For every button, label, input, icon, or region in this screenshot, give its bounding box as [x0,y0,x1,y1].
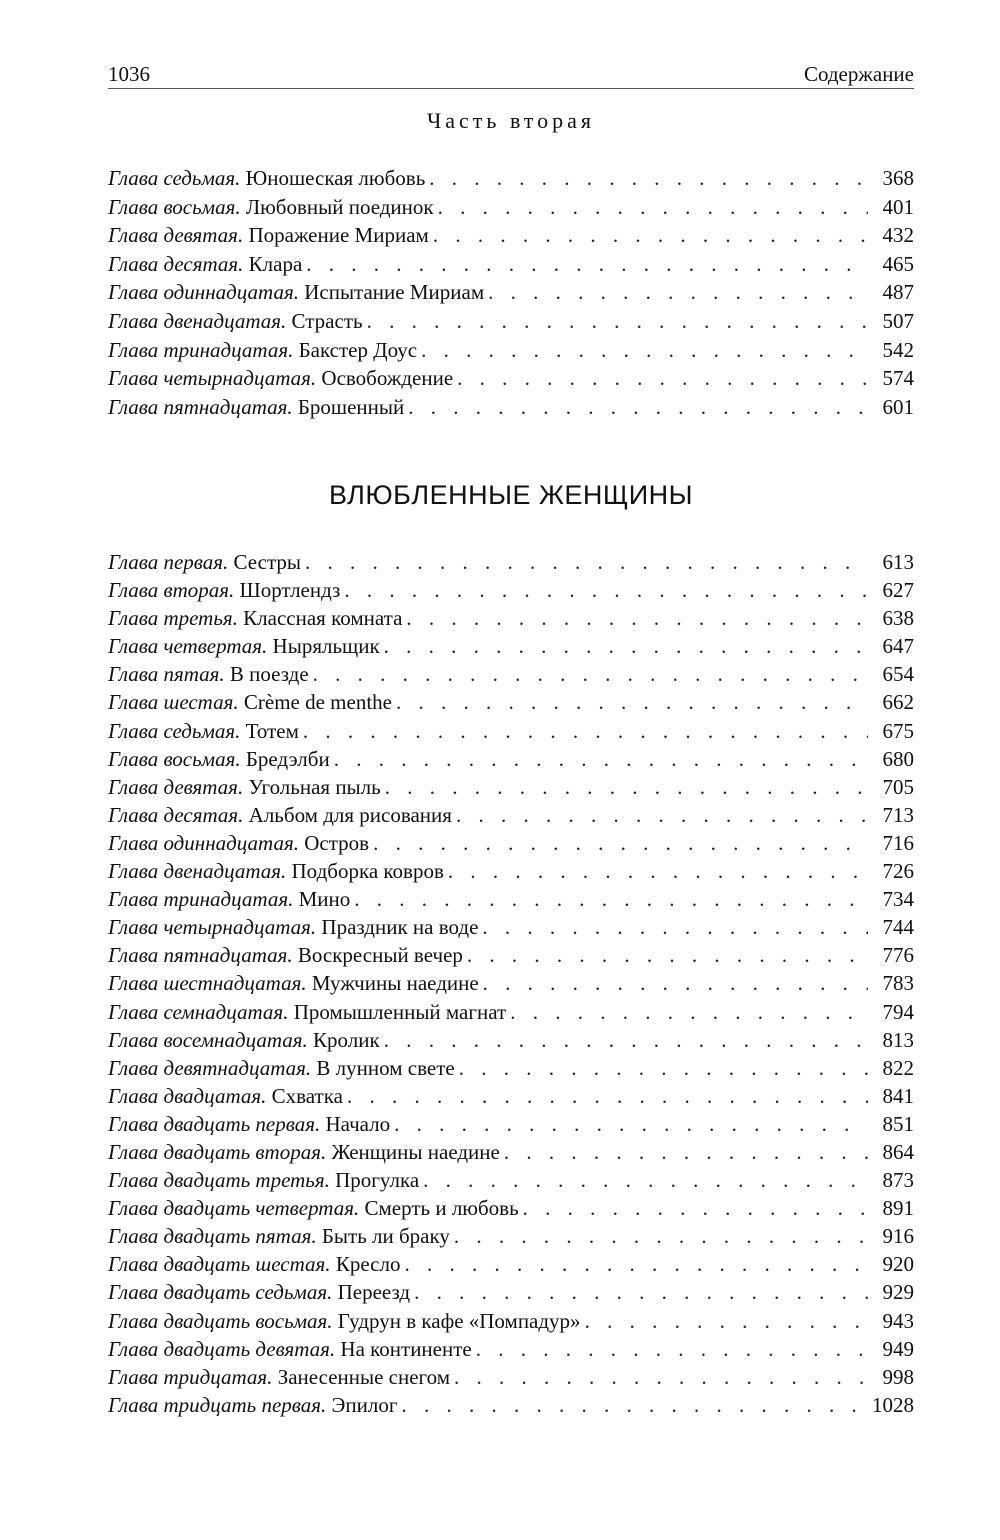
toc-entry [108,943,914,971]
chapter-label: Глава четвертая. [108,634,268,659]
chapter-title: Поражение Мириам [248,223,429,248]
toc-entry [108,1112,914,1140]
toc-entry [108,662,914,690]
dot-leader [467,943,868,968]
dot-leader [344,578,868,603]
toc-entry [108,1000,914,1028]
dot-leader [421,338,868,363]
toc-entry [108,366,914,395]
dot-leader [404,1252,868,1277]
dot-leader [396,690,868,715]
chapter-title: Кресло [335,1252,401,1277]
chapter-title: В лунном свете [316,1055,455,1080]
toc-entry [108,1084,914,1112]
toc-entry [108,578,914,606]
part-two-heading: Часть вторая [426,108,596,133]
chapter-page-number: 487 [882,280,914,305]
chapter-title: Тотем [245,718,299,743]
toc-entry [108,1252,914,1280]
toc-entry [108,1224,914,1252]
chapter-page-number: 401 [882,194,914,219]
dot-leader [401,1393,866,1418]
chapter-title: Воскресный вечер [297,943,463,968]
toc-entry [108,1056,914,1084]
chapter-label: Глава семнадцатая. [108,999,289,1024]
dot-leader [305,550,868,575]
chapter-title: Кролик [313,1027,380,1052]
chapter-page-number: 432 [882,223,914,248]
dot-leader [373,831,868,856]
chapter-page-number: 542 [882,337,914,362]
chapter-title: Занесенные снегом [277,1364,451,1389]
chapter-label: Глава вторая. [108,578,235,603]
toc-entry [108,1393,914,1421]
chapter-title: Мужчины наедине [311,971,479,996]
chapter-label: Глава тридцатая. [108,1364,273,1389]
toc-entry [108,338,914,367]
chapter-title: Начало [325,1111,391,1136]
toc-entry [108,1365,914,1393]
chapter-title: Классная комната [243,606,403,631]
chapter-label: Глава двадцать восьмая. [108,1308,333,1333]
chapter-label: Глава шестая. [108,690,239,715]
header-rule [108,88,914,89]
chapter-page-number: 465 [882,251,914,276]
toc-entry [108,915,914,943]
dot-leader [483,971,868,996]
dot-leader [384,1028,868,1053]
chapter-title: Женщины наедине [331,1139,500,1164]
page-number: 1036 [108,62,150,86]
chapter-title: Праздник на воде [321,915,479,940]
chapter-title: Эпилог [331,1392,398,1417]
toc-entry [108,1168,914,1196]
chapter-label: Глава третья. [108,606,238,631]
chapter-page-number: 638 [882,606,914,631]
toc-entry [108,887,914,915]
toc-entry [108,719,914,747]
chapter-title: Бакстер Доус [298,337,418,362]
chapter-page-number: 744 [882,915,914,940]
chapter-label: Глава четырнадцатая. [108,915,317,940]
toc-entry [108,634,914,662]
chapter-label: Глава двадцать шестая. [108,1252,331,1277]
chapter-page-number: 822 [882,1055,914,1080]
toc-entry [108,606,914,634]
dot-leader [523,1196,868,1221]
chapter-title: Сестры [233,550,302,574]
dot-leader [385,775,868,800]
chapter-title: Бредэлби [245,746,330,771]
chapter-title: Подборка ковров [291,859,444,884]
chapter-title: Переезд [337,1280,411,1305]
chapter-label: Глава двенадцатая. [108,308,287,333]
chapter-title: На континенте [340,1336,472,1361]
dot-leader [476,1337,868,1362]
chapter-label: Глава тринадцатая. [108,337,294,362]
dot-leader [394,1112,868,1137]
toc-entry [108,550,914,578]
chapter-title: Гудрун в кафе «Помпадур» [337,1308,581,1333]
dot-leader [384,634,868,659]
toc-entry [108,195,914,224]
dot-leader [504,1140,868,1165]
toc-entry [108,1337,914,1365]
chapter-title: Угольная пыль [248,774,381,799]
chapter-page-number: 851 [882,1111,914,1136]
dot-leader [454,1224,868,1249]
chapter-page-number: 647 [882,634,914,659]
chapter-label: Глава десятая. [108,802,244,827]
dot-leader [438,195,868,220]
dot-leader [457,366,868,391]
dot-leader [459,1056,868,1081]
chapter-page-number: 368 [882,166,914,190]
chapter-label: Глава двадцать седьмая. [108,1280,333,1305]
chapter-title: Альбом для рисования [248,802,452,827]
toc-entry [108,166,914,195]
toc-entry [108,775,914,803]
chapter-label: Глава восемнадцатая. [108,1027,308,1052]
chapter-label: Глава двадцать первая. [108,1111,321,1136]
toc-entry [108,690,914,718]
chapter-page-number: 734 [882,887,914,912]
chapter-label: Глава тридцать первая. [108,1392,327,1417]
chapter-label: Глава двадцать девятая. [108,1336,336,1361]
chapter-page-number: 675 [882,718,914,743]
chapter-label: Глава одиннадцатая. [108,280,299,305]
dot-leader [510,1000,868,1025]
toc-entry [108,1140,914,1168]
dot-leader [408,395,868,420]
chapter-label: Глава двадцатая. [108,1083,267,1108]
dot-leader [488,280,868,305]
chapter-page-number: 1028 [872,1392,914,1417]
chapter-page-number: 662 [882,690,914,715]
chapter-page-number: 713 [882,802,914,827]
chapter-title: Испытание Мириам [304,280,485,305]
chapter-title: Юношеская любовь [245,166,426,190]
chapter-page-number: 627 [882,578,914,603]
chapter-label: Глава седьмая. [108,718,241,743]
dot-leader [585,1309,868,1334]
chapter-title: Освобождение [321,366,454,391]
chapter-page-number: 726 [882,859,914,884]
toc-entry [108,223,914,252]
toc-entry [108,971,914,999]
dot-leader [406,606,868,631]
chapter-title: Схватка [271,1083,343,1108]
chapter-page-number: 705 [882,774,914,799]
chapter-label: Глава двадцать вторая. [108,1139,327,1164]
chapter-label: Глава десятая. [108,251,244,276]
chapter-page-number: 776 [882,943,914,968]
women-in-love-heading: ВЛЮБЛЕННЫЕ ЖЕНЩИНЫ [328,480,694,510]
dot-leader [433,223,868,248]
chapter-title: Промышленный магнат [293,999,507,1024]
chapter-title: Остров [304,830,370,855]
part-two-contents [108,166,914,423]
chapter-title: Шортлендз [239,578,341,603]
chapter-page-number: 891 [882,1196,914,1221]
chapter-label: Глава двадцать пятая. [108,1224,317,1249]
chapter-label: Глава четырнадцатая. [108,366,317,391]
toc-entry [108,395,914,424]
chapter-page-number: 998 [882,1364,914,1389]
chapter-label: Глава девятая. [108,774,244,799]
chapter-page-number: 601 [882,394,914,419]
toc-entry [108,1028,914,1056]
toc-entry [108,803,914,831]
chapter-label: Глава шестнадцатая. [108,971,307,996]
chapter-label: Глава двенадцатая. [108,859,287,884]
toc-entry [108,280,914,309]
chapter-label: Глава седьмая. [108,166,241,190]
chapter-label: Глава первая. [108,550,229,574]
chapter-page-number: 873 [882,1168,914,1193]
toc-entry [108,1196,914,1224]
chapter-page-number: 613 [882,550,914,574]
chapter-title: Брошенный [297,394,405,419]
chapter-label: Глава восьмая. [108,194,241,219]
chapter-page-number: 783 [882,971,914,996]
chapter-page-number: 949 [882,1336,914,1361]
toc-entry [108,252,914,281]
dot-leader [347,1084,868,1109]
chapter-title: Прогулка [335,1168,420,1193]
chapter-label: Глава одиннадцатая. [108,830,299,855]
women-in-love-contents [108,550,914,1421]
chapter-label: Глава пятнадцатая. [108,394,293,419]
dot-leader [306,252,868,277]
toc-entry [108,1280,914,1308]
chapter-label: Глава двадцать четвертая. [108,1196,360,1221]
chapter-page-number: 841 [882,1083,914,1108]
chapter-title: Быть ли браку [321,1224,450,1249]
toc-entry [108,859,914,887]
chapter-page-number: 794 [882,999,914,1024]
dot-leader [313,662,868,687]
toc-entry [108,831,914,859]
toc-entry [108,309,914,338]
chapter-title: Ныряльщик [272,634,380,659]
dot-leader [454,1365,868,1390]
dot-leader [303,719,868,744]
chapter-page-number: 654 [882,662,914,687]
dot-leader [414,1280,868,1305]
chapter-title: Любовный поединок [245,194,434,219]
chapter-title: Страсть [291,308,363,333]
chapter-title: Мино [298,887,351,912]
toc-entry [108,747,914,775]
chapter-label: Глава тринадцатая. [108,887,294,912]
chapter-label: Глава восьмая. [108,746,241,771]
chapter-page-number: 916 [882,1224,914,1249]
running-head-title: Содержание [803,62,914,86]
chapter-title: Crème de menthe [243,690,392,715]
chapter-label: Глава пятая. [108,662,225,687]
chapter-page-number: 507 [882,308,914,333]
dot-leader [429,166,868,191]
chapter-label: Глава двадцать третья. [108,1168,330,1193]
chapter-page-number: 680 [882,746,914,771]
dot-leader [334,747,868,772]
dot-leader [367,309,868,334]
chapter-title: Смерть и любовь [364,1196,519,1221]
chapter-title: В поезде [229,662,309,687]
chapter-title: Клара [248,251,303,276]
chapter-page-number: 943 [882,1308,914,1333]
dot-leader [354,887,868,912]
chapter-page-number: 716 [882,830,914,855]
chapter-page-number: 929 [882,1280,914,1305]
dot-leader [456,803,868,828]
dot-leader [423,1168,868,1193]
dot-leader [448,859,868,884]
chapter-page-number: 864 [882,1139,914,1164]
chapter-page-number: 813 [882,1027,914,1052]
dot-leader [482,915,868,940]
chapter-page-number: 574 [882,366,914,391]
toc-entry [108,1309,914,1337]
chapter-page-number: 920 [882,1252,914,1277]
running-head [108,58,914,86]
chapter-label: Глава девятнадцатая. [108,1055,312,1080]
chapter-label: Глава пятнадцатая. [108,943,293,968]
chapter-label: Глава девятая. [108,223,244,248]
